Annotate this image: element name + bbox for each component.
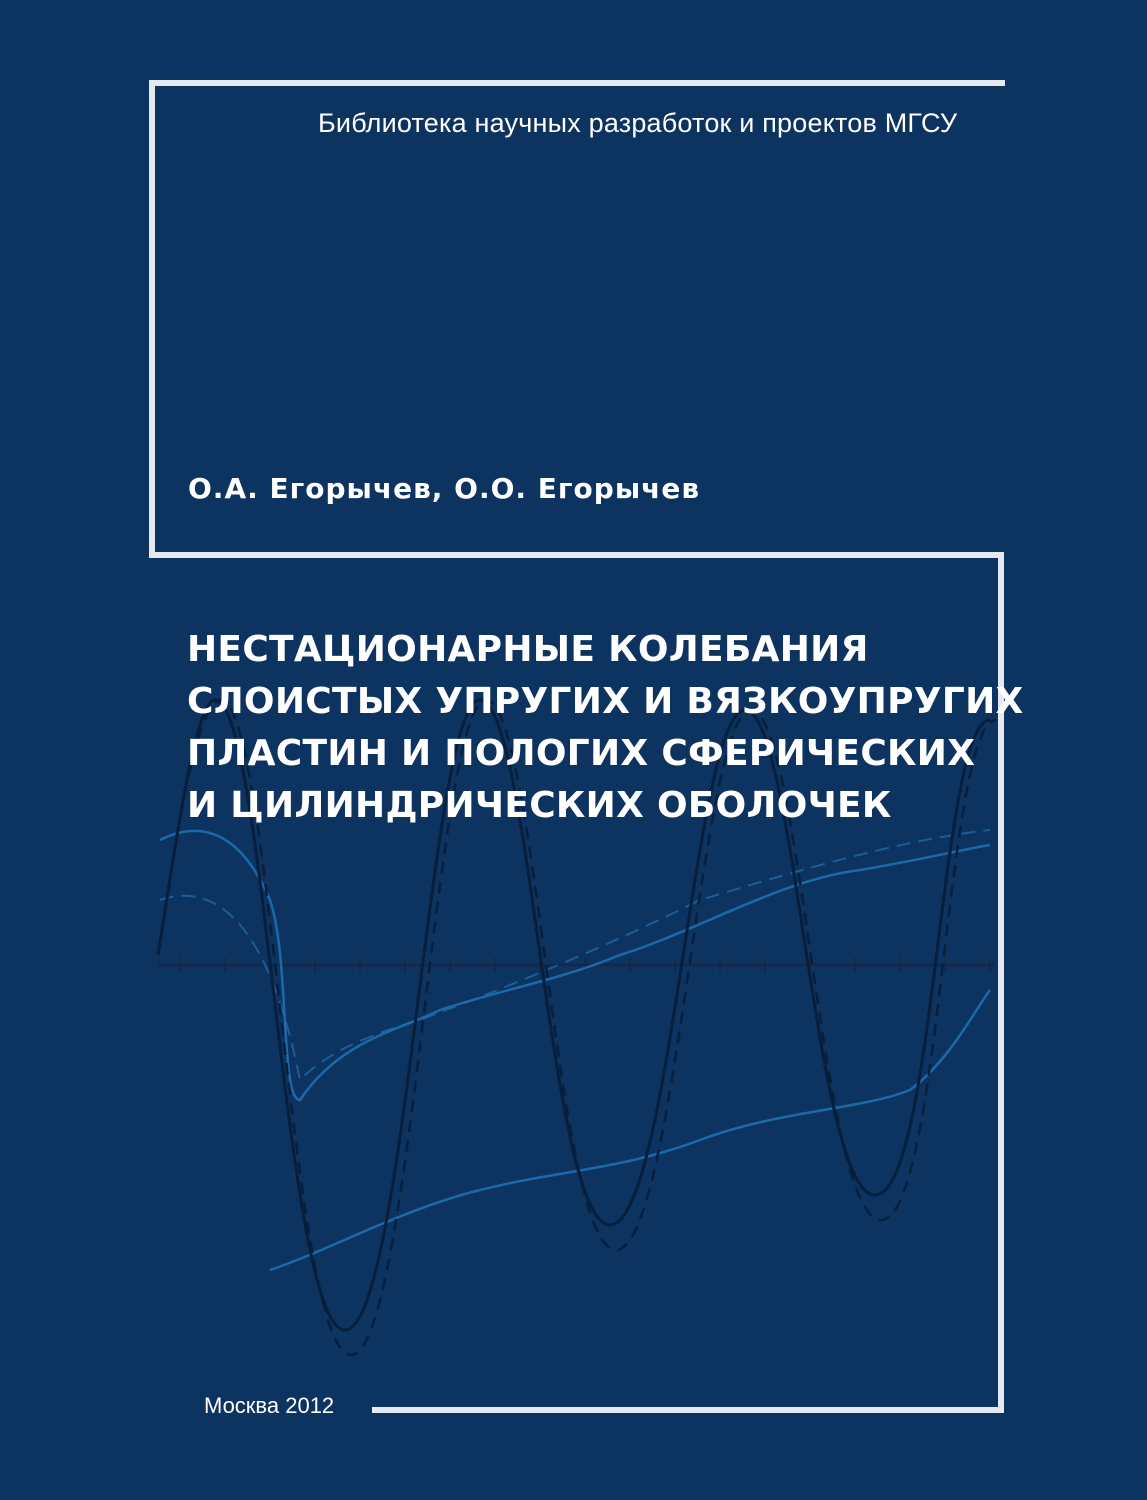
- book-title-line: ПЛАСТИН И ПОЛОГИХ СФЕРИЧЕСКИХ: [187, 733, 976, 774]
- book-title-line: НЕСТАЦИОНАРНЫЕ КОЛЕБАНИЯ: [187, 629, 869, 670]
- book-title-line: СЛОИСТЫХ УПРУГИХ И ВЯЗКОУПРУГИХ: [187, 681, 1024, 722]
- graph-curve-light-2: [270, 990, 990, 1270]
- place-and-year: Москва 2012: [204, 1393, 335, 1418]
- authors: О.А. Егорычев, О.О. Егорычев: [188, 472, 701, 505]
- series-title: Библиотека научных разработок и проектов МГСУ: [318, 108, 958, 138]
- book-title-line: И ЦИЛИНДРИЧЕСКИХ ОБОЛОЧЕК: [187, 785, 892, 826]
- graph-curve-light-3: [160, 830, 990, 1080]
- book-title: [187, 624, 1024, 832]
